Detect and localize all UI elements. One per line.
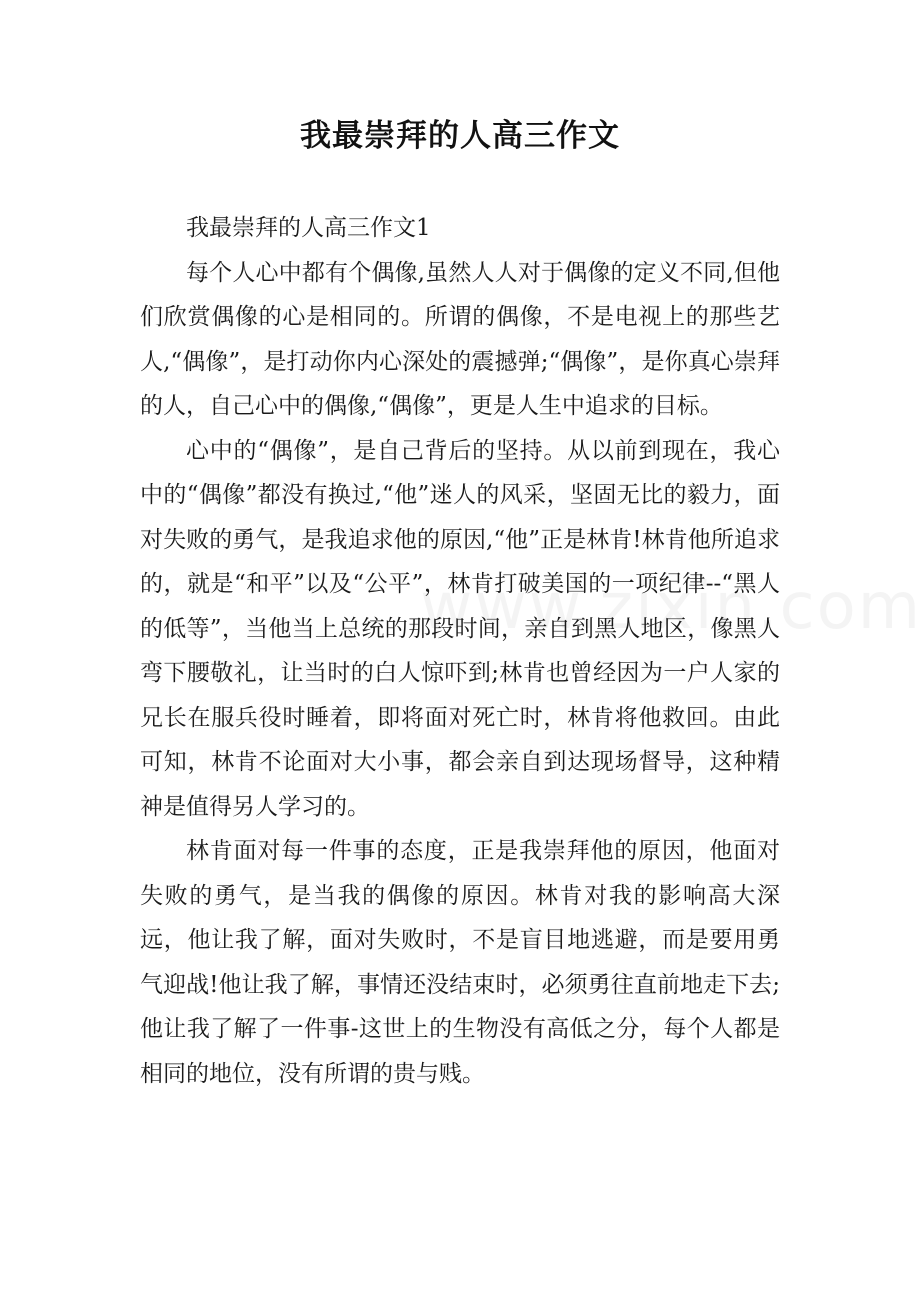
paragraph: 每个人心中都有个偶像,虽然人人对于偶像的定义不同,但他们欣赏偶像的心是相同的。所谓的偶像，不是电视上的那些艺人,“偶像”，是打动你内心深处的震撼弹;“偶像”，是你真心崇拜的人，自己心中的偶像,“偶像”，更是人生中追求的目标。 [140,259,780,419]
document-title: 我最崇拜的人高三作文 [300,118,620,154]
paragraph: 心中的“偶像”，是自己背后的坚持。从以前到现在，我心中的“偶像”都没有换过,“他”迷人的风采，坚固无比的毅力，面对失败的勇气，是我追求他的原因,“他”正是林肯!林肯他所追求的，就是“和平”以及“公平”，林肯打破美国的一项纪律--“黑人的低等”，当他当上总统的那段时间，亲自到黑人地区，像黑人弯下腰敬礼，让当时的白人惊吓到;林肯也曾经因为一户人家的兄长在服兵役时睡着，即将面对死亡时，林肯将他救回。由此可知，林肯不论面对大小事，都会亲自到达现场督导，这种精神是值得另人学习的。 [140,437,780,820]
paragraph: 林肯面对每一件事的态度，正是我崇拜他的原因，他面对失败的勇气，是当我的偶像的原因。林肯对我的影响高大深远，他让我了解，面对失败时，不是盲目地逃避，而是要用勇气迎战!他让我了解，事情还没结束时，必须勇往直前地走下去;他让我了解了一件事-这世上的生物没有高低之分，每个人都是相同的地位，没有所谓的贵与贱。 [140,838,780,1087]
section-heading: 我最崇拜的人高三作文1 [186,215,431,241]
document-body [140,206,780,1096]
